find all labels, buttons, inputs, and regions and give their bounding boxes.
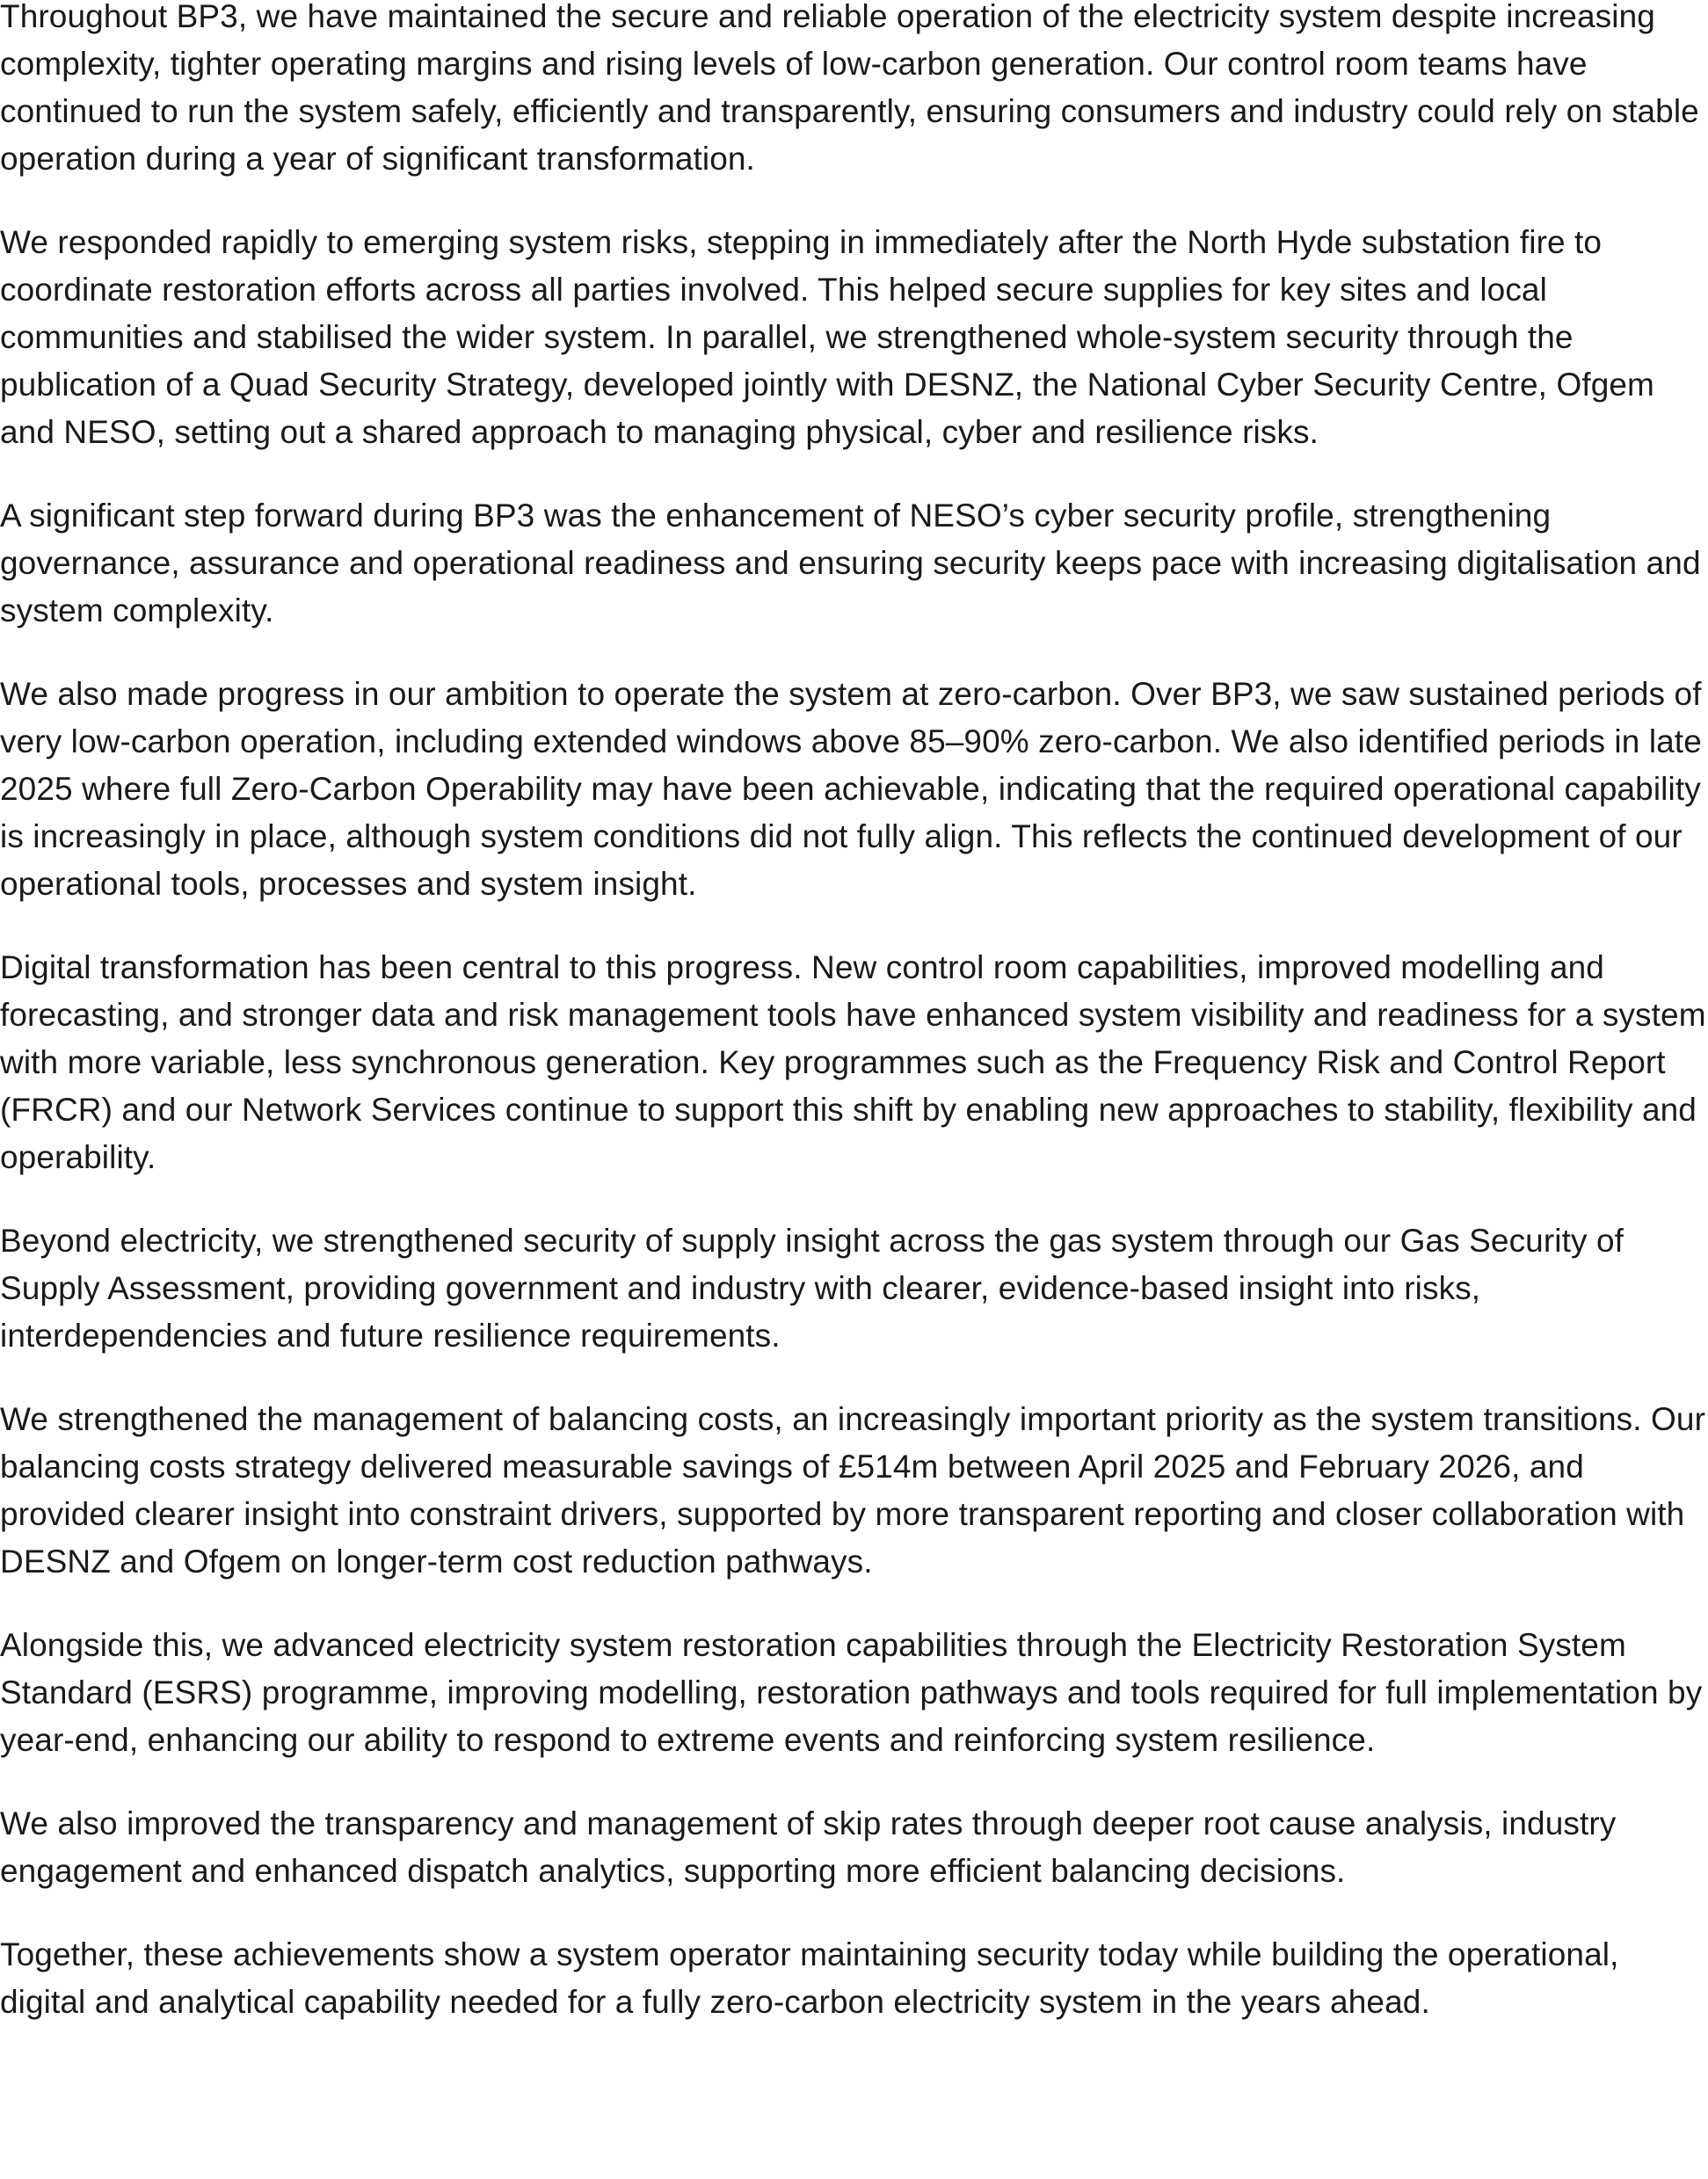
- paragraph-gas-security: Beyond electricity, we strengthened security of supply insight across the gas system through our Gas Security of Supply Assessment, providing government and industry with clearer, evidence-based insight into risks, interdependencies and future resilience requirements.: [0, 1223, 1624, 1354]
- paragraph-zero-carbon: We also made progress in our ambition to operate the system at zero-carbon. Over BP3, we saw sustained periods of very low-carbon operation, including extended windows above 85–90% zero-carbon. We also identified periods in late 2025 where full Zero-Carbon Operability may have been achievable, indicating that the required operational capability is increasingly in place, although system conditions did not fully align. This reflects the continued development of our operational tools, processes and system insight.: [0, 676, 1702, 902]
- paragraph-conclusion: Together, these achievements show a system operator maintaining security today while building the operational, digital and analytical capability needed for a fully zero-carbon electricity system in the years ahead.: [0, 1936, 1619, 2020]
- paragraph-system-risks: We responded rapidly to emerging system risks, stepping in immediately after the North Hyde substation fire to coordinate restoration efforts across all parties involved. This helped secure supplies for key sites and local communities and stabilised the wider system. In parallel, we strengthened whole-system security through the publication of a Quad Security Strategy, developed jointly with DESNZ, the National Cyber Security Centre, Ofgem and NESO, setting out a shared approach to managing physical, cyber and resilience risks.: [0, 224, 1654, 450]
- paragraph-secure-operation: Throughout BP3, we have maintained the secure and reliable operation of the electricity system despite increasing complexity, tighter operating margins and rising levels of low-carbon generation. Our control room teams have continued to run the system safely, efficiently and transparently, ensuring consumers and industry could rely on stable operation during a year of significant transformation.: [0, 0, 1699, 177]
- paragraph-restoration: Alongside this, we advanced electricity system restoration capabilities through the Electricity Restoration System Standard (ESRS) programme, improving modelling, restoration pathways and tools required for full implementation by year-end, enhancing our ability to respond to extreme events and reinforcing system resilience.: [0, 1627, 1703, 1758]
- paragraph-digital-transformation: Digital transformation has been central to this progress. New control room capabilities, improved modelling and forecasting, and stronger data and risk management tools have enhanced system visibility and readiness for a system with more variable, less synchronous generation. Key programmes such as the Frequency Risk and Control Report (FRCR) and our Network Services continue to support this shift by enabling new approaches to stability, flexibility and operability.: [0, 949, 1706, 1175]
- paragraph-balancing-costs: We strengthened the management of balancing costs, an increasingly important priority as the system transitions. Our balancing costs strategy delivered measurable savings of £514m between April 2025 and February 2026, and provided clearer insight into constraint drivers, supported by more transparent reporting and closer collaboration with DESNZ and Ofgem on longer-term cost reduction pathways.: [0, 1401, 1705, 1580]
- paragraph-cyber-security: A significant step forward during BP3 was the enhancement of NESO’s cyber security profile, strengthening governance, assurance and operational readiness and ensuring security keeps pace with increasing digitalisation and system complexity.: [0, 498, 1701, 628]
- paragraph-skip-rates: We also improved the transparency and management of skip rates through deeper root cause analysis, industry engagement and enhanced dispatch analytics, supporting more efficient balancing decisions.: [0, 1805, 1617, 1889]
